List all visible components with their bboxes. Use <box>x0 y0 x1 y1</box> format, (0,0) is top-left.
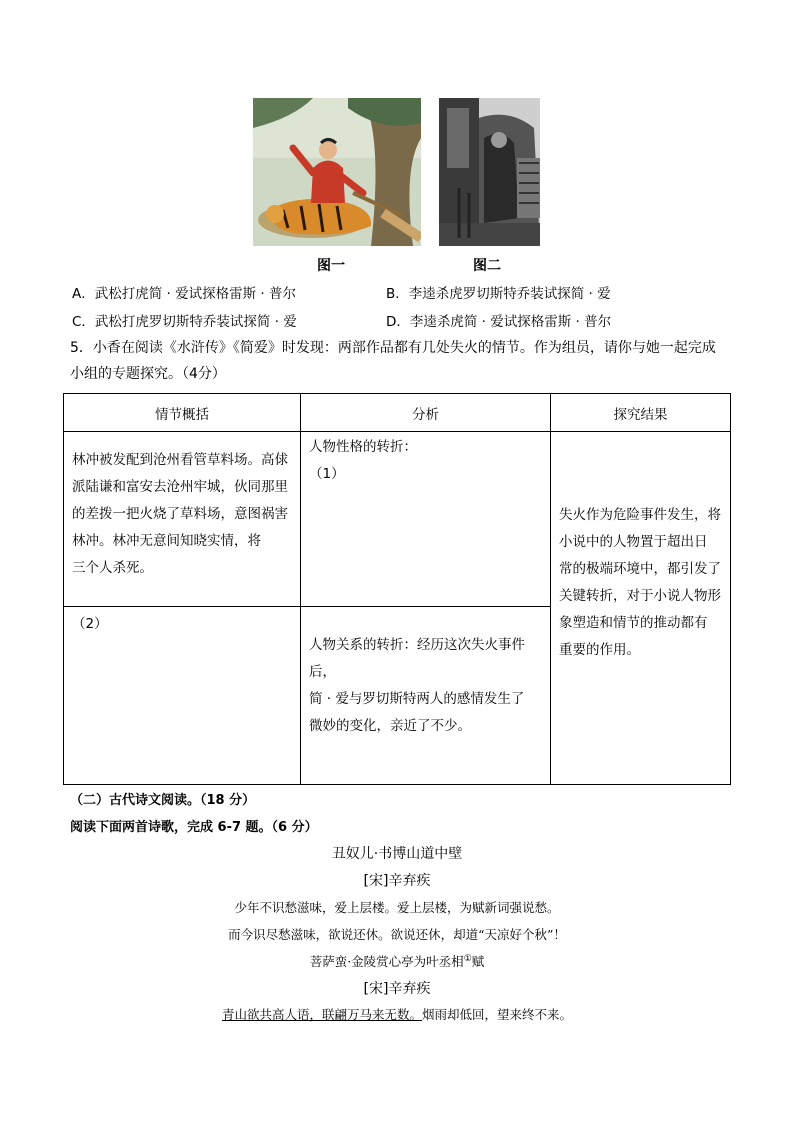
row1-plot-cell <box>64 432 301 607</box>
section2-instruction: 阅读下面两首诗歌，完成 6-7 题。（6 分） <box>70 820 318 835</box>
result-line: 常的极端环境中，都引发了 <box>559 561 721 577</box>
question5-line1: 5．小香在阅读《水浒传》《简爱》时发现：两部作品都有几处失火的情节。作为组员，请你与她一起完成 <box>70 340 716 356</box>
row1-plot-line: 林冲。林冲无意间知晓实情，将 <box>72 533 261 549</box>
header-analysis: 分析 <box>301 394 551 432</box>
footnote-marker: ① <box>463 953 472 964</box>
result-cell <box>551 432 731 785</box>
option-b: B．李逵杀虎罗切斯特乔装试探简 · 爱 <box>386 286 611 302</box>
figure1-caption: 图一 <box>317 258 345 274</box>
result-line: 小说中的人物置于超出日 <box>559 534 708 550</box>
row1-plot-line: 的差拨一把火烧了草料场，意图祸害 <box>72 506 288 522</box>
poem1-line1: 少年不识愁滋味，爱上层楼。爱上层楼，为赋新词强说愁。 <box>234 900 560 915</box>
row1-plot-line: 林冲被发配到沧州看管草料场。高俅 <box>72 452 288 468</box>
poem1-title: 丑奴儿·书博山道中壁 <box>331 846 463 862</box>
answer-blank-2: （2） <box>72 616 108 632</box>
inquiry-table <box>63 393 731 785</box>
section2-heading: （二）古代诗文阅读。（18 分） <box>70 793 256 808</box>
row2-analysis-line: 微妙的变化，亲近了不少。 <box>309 717 471 734</box>
answer-blank-1: （1） <box>309 466 345 482</box>
poem1-author: [宋]辛弃疾 <box>363 873 431 889</box>
result-line: 重要的作用。 <box>559 642 640 658</box>
poem2-line1-rest: 烟雨却低回，望来终不来。 <box>422 1007 573 1022</box>
poem2-underlined-text: 青山欲共高人语，联翩万马来无数。 <box>221 1007 422 1022</box>
row2-analysis-line: 简 · 爱与罗切斯特两人的感情发生了 <box>309 690 525 707</box>
row2-plot-cell <box>64 607 301 785</box>
row1-plot-line: 派陆谦和富安去沧州牢城，伙同那里 <box>72 479 288 495</box>
row1-analysis-cell <box>301 432 551 607</box>
row1-analysis-title: 人物性格的转折： <box>309 439 417 455</box>
question5-line2: 小组的专题探究。（4分） <box>70 366 226 382</box>
option-d: D．李逵杀虎简 · 爱试探格雷斯 · 普尔 <box>386 314 612 330</box>
table-header-row <box>64 394 731 432</box>
wusong-tiger-illustration <box>253 98 421 246</box>
result-line: 失火作为危险事件发生，将 <box>559 507 721 523</box>
poem2-title <box>0 952 794 970</box>
row1-plot-line: 三个人杀死。 <box>72 560 153 576</box>
row2-analysis-cell <box>301 607 551 785</box>
header-result: 探究结果 <box>551 394 731 432</box>
poem2-title-main: 菩萨蛮·金陵赏心亭为叶丞相 <box>309 954 464 969</box>
table-row <box>64 432 731 607</box>
poem2-line1 <box>0 1005 794 1023</box>
jane-eyre-engraving <box>439 98 540 246</box>
figure-wusong-tiger <box>253 98 421 246</box>
poem2-title-end: 赋 <box>471 954 485 969</box>
option-c: C．武松打虎罗切斯特乔装试探简 · 爱 <box>72 314 297 330</box>
poem2-author: [宋]辛弃疾 <box>363 981 431 997</box>
header-plot-summary: 情节概括 <box>64 394 301 432</box>
option-a: A．武松打虎简 · 爱试探格雷斯 · 普尔 <box>72 286 296 302</box>
poem1-line2: 而今识尽愁滋味，欲说还休。欲说还休，却道“天凉好个秋”！ <box>228 927 566 942</box>
figure2-caption: 图二 <box>473 258 501 274</box>
result-line: 关键转折，对于小说人物形 <box>559 588 721 604</box>
figure-jane-eyre-engraving <box>439 98 540 246</box>
result-line: 象塑造和情节的推动都有 <box>559 615 708 631</box>
row2-analysis-line: 人物关系的转折：经历这次失火事件后， <box>309 636 525 680</box>
